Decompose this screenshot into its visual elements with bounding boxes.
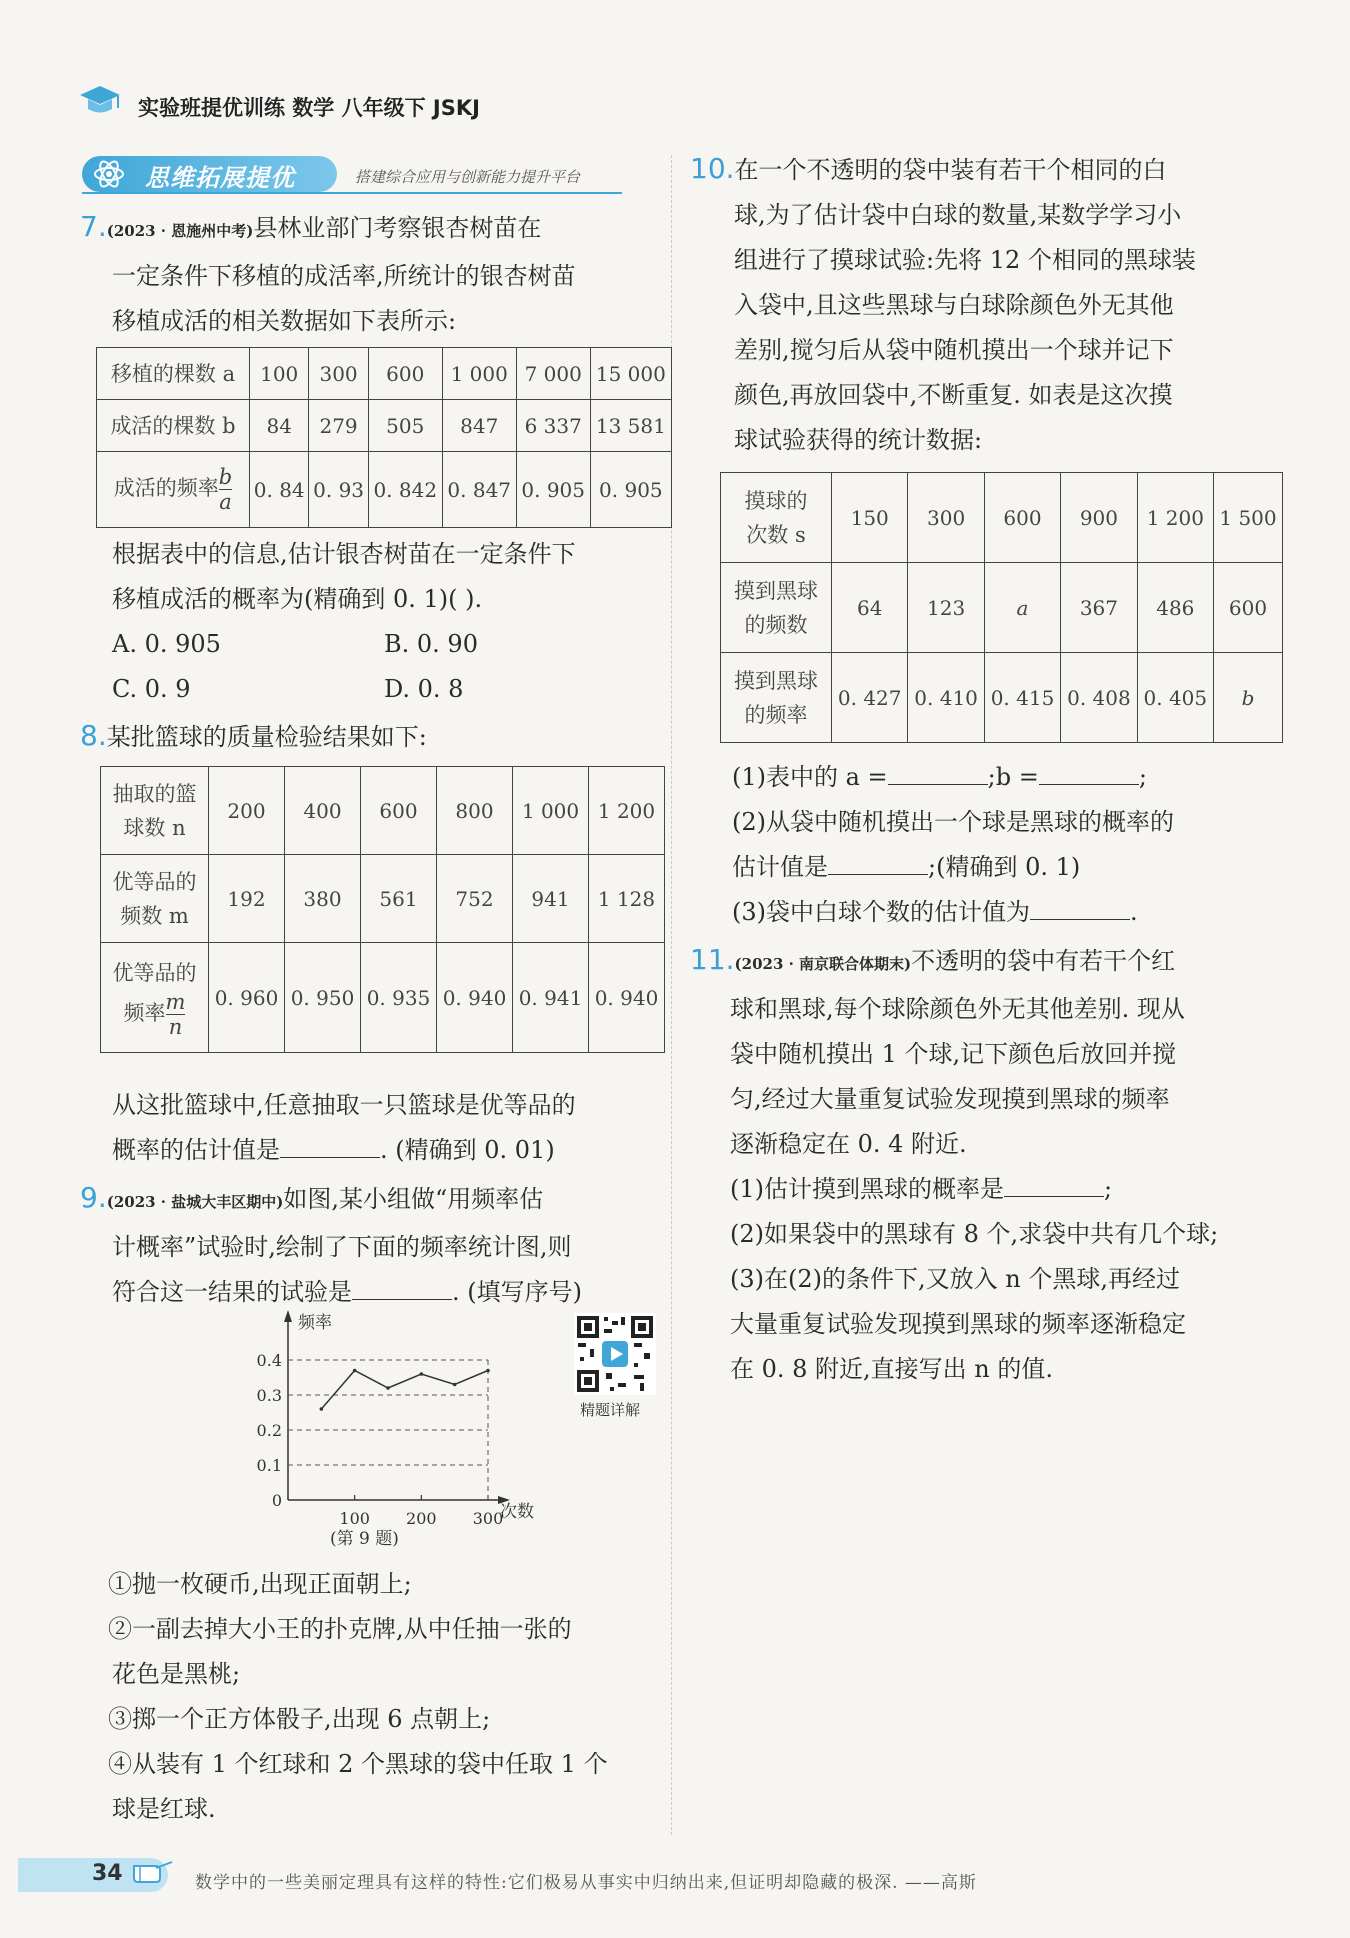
question-source: (2023 · 南京联合体期末) bbox=[734, 955, 912, 973]
text-line: 概率的估计值是 bbox=[112, 1136, 280, 1164]
stem-line: 在一个不透明的袋中装有若干个相同的白 bbox=[734, 156, 1167, 184]
data-point bbox=[420, 1372, 424, 1376]
y-tick-label: 0.3 bbox=[256, 1386, 282, 1405]
x-tick-label: 100 bbox=[339, 1509, 370, 1528]
stem-line: 不透明的袋中有若干个红 bbox=[911, 947, 1176, 975]
table-cell: 123 bbox=[908, 563, 984, 653]
question-8-continuation bbox=[112, 1083, 672, 1173]
section-subtitle: 搭建综合应用与创新能力提升平台 bbox=[355, 168, 581, 186]
row-label-line: 次数 s bbox=[746, 522, 806, 547]
text-line: 移植成活的概率为(精确到 0. 1)( ). bbox=[112, 585, 483, 613]
question-source: (2023 · 盐城大丰区期中) bbox=[106, 1193, 284, 1211]
answer-blank[interactable] bbox=[828, 873, 928, 875]
table-cell: 400 bbox=[285, 767, 361, 855]
table-cell: 100 bbox=[250, 348, 309, 400]
table-cell: 150 bbox=[832, 473, 908, 563]
row-label-line: 抽取的篮 bbox=[112, 781, 197, 806]
row-label bbox=[97, 452, 250, 528]
row-label-line: 摸到黑球 bbox=[734, 668, 818, 693]
table-cell: 13 581 bbox=[590, 400, 671, 452]
subpart-text: ; bbox=[1104, 1175, 1113, 1203]
text-line: 根据表中的信息,估计银杏树苗在一定条件下 bbox=[112, 540, 576, 568]
table-cell: 486 bbox=[1137, 563, 1213, 653]
table-cell: 505 bbox=[368, 400, 442, 452]
option-a: A. 0. 905 bbox=[112, 630, 221, 658]
x-axis-label: 次数 bbox=[500, 1502, 534, 1522]
row-label bbox=[101, 855, 209, 943]
table-cell: 1 500 bbox=[1214, 473, 1283, 563]
table-cell: 847 bbox=[442, 400, 516, 452]
banner-underline bbox=[82, 192, 622, 194]
table-cell: 200 bbox=[209, 767, 285, 855]
series-line bbox=[321, 1371, 488, 1410]
fraction-denominator: a bbox=[219, 490, 232, 514]
stem-line: 球,为了估计袋中白球的数量,某数学学习小 bbox=[734, 201, 1182, 229]
stem-line: 球试验获得的统计数据: bbox=[734, 426, 983, 454]
question-8 bbox=[80, 713, 427, 760]
table-cell: 0. 847 bbox=[442, 452, 516, 528]
table-cell: 64 bbox=[832, 563, 908, 653]
subpart-text: (2)如果袋中的黑球有 8 个,求袋中共有几个球; bbox=[730, 1220, 1219, 1248]
option-item: 花色是黑桃; bbox=[112, 1660, 241, 1688]
footer-quote: 数学中的一些美丽定理具有这样的特性:它们极易从事实中归纳出来,但证明却隐藏的极深. ——高斯 bbox=[195, 1873, 977, 1893]
table-cell: 800 bbox=[437, 767, 513, 855]
y-tick-label: 0.1 bbox=[256, 1456, 282, 1475]
option-item: ①抛一枚硬币,出现正面朝上; bbox=[108, 1570, 412, 1598]
subpart-text: (1)估计摸到黑球的概率是 bbox=[730, 1175, 1004, 1203]
subpart-text: 大量重复试验发现摸到黑球的频率逐渐稳定 bbox=[730, 1310, 1186, 1338]
table-cell: 941 bbox=[513, 855, 589, 943]
table-cell: 1 128 bbox=[589, 855, 665, 943]
fraction-numerator: b bbox=[218, 465, 233, 489]
stem-line: 县林业部门考察银杏树苗在 bbox=[253, 214, 542, 242]
frequency-line-chart bbox=[200, 1300, 540, 1530]
stem-line: 颜色,再放回袋中,不断重复. 如表是这次摸 bbox=[734, 381, 1173, 409]
qr-code-icon[interactable] bbox=[574, 1313, 656, 1395]
q7-data-table bbox=[96, 347, 672, 528]
y-tick-label: 0.2 bbox=[256, 1421, 282, 1440]
question-number: 10. bbox=[690, 152, 735, 185]
row-label bbox=[721, 473, 832, 563]
pointing-hand-icon bbox=[130, 1852, 178, 1888]
table-cell: 600 bbox=[984, 473, 1060, 563]
data-point bbox=[353, 1369, 357, 1373]
table-cell: 900 bbox=[1061, 473, 1137, 563]
row-label-line: 优等品的 bbox=[112, 961, 197, 985]
question-number: 11. bbox=[690, 943, 735, 976]
row-label bbox=[101, 767, 209, 855]
page-number: 34 bbox=[92, 1861, 123, 1886]
option-item: ③掷一个正方体骰子,出现 6 点朝上; bbox=[108, 1705, 491, 1733]
y-axis-arrow bbox=[284, 1310, 292, 1322]
stem-line: 组进行了摸球试验:先将 12 个相同的黑球装 bbox=[734, 246, 1196, 274]
fraction-denominator: n bbox=[168, 1015, 183, 1039]
stem-line: 袋中随机摸出 1 个球,记下颜色后放回并搅 bbox=[730, 1040, 1177, 1068]
qr-caption: 精题详解 bbox=[580, 1401, 641, 1419]
subpart-text: . bbox=[1130, 898, 1138, 926]
question-7 bbox=[80, 204, 670, 344]
stem-line: 差别,搅匀后从袋中随机摸出一个球并记下 bbox=[734, 336, 1174, 364]
table-cell: 7 000 bbox=[516, 348, 590, 400]
table-cell: 1 000 bbox=[442, 348, 516, 400]
subpart-text: (3)袋中白球个数的估计值为 bbox=[732, 898, 1030, 926]
stem-line: 符合这一结果的试验是 bbox=[112, 1278, 352, 1306]
table-cell: 752 bbox=[437, 855, 513, 943]
row-label bbox=[101, 943, 209, 1053]
row-label bbox=[721, 563, 832, 653]
table-cell: 0. 950 bbox=[285, 943, 361, 1053]
row-label-line: 的频率 bbox=[744, 702, 808, 727]
stem-line: 如图,某小组做“用频率估 bbox=[283, 1185, 544, 1213]
data-point bbox=[486, 1369, 490, 1373]
answer-blank-b[interactable] bbox=[1039, 783, 1139, 785]
stem-line: 逐渐稳定在 0. 4 附近. bbox=[730, 1130, 967, 1158]
question-10 bbox=[690, 146, 1290, 463]
table-cell: 279 bbox=[309, 400, 368, 452]
question-11 bbox=[690, 937, 1290, 1392]
y-tick-label: 0 bbox=[271, 1491, 282, 1510]
subpart-text: (3)在(2)的条件下,又放入 n 个黑球,再经过 bbox=[730, 1265, 1180, 1293]
subpart-text: ; bbox=[1138, 763, 1147, 791]
table-cell: 600 bbox=[1214, 563, 1283, 653]
option-d: D. 0. 8 bbox=[384, 675, 464, 703]
row-label-line: 球数 n bbox=[123, 815, 186, 840]
table-cell: 1 200 bbox=[589, 767, 665, 855]
stem-line: 一定条件下移植的成活率,所统计的银杏树苗 bbox=[112, 262, 576, 290]
table-cell: 600 bbox=[361, 767, 437, 855]
atom-icon bbox=[92, 158, 126, 190]
subpart-text: ;b = bbox=[987, 763, 1039, 791]
question-9 bbox=[80, 1175, 670, 1315]
table-cell: 0. 415 bbox=[984, 653, 1060, 743]
option-item: ④从装有 1 个红球和 2 个黑球的袋中任取 1 个 bbox=[108, 1750, 608, 1778]
table-cell: 0. 905 bbox=[516, 452, 590, 528]
row-label-line: 摸到黑球 bbox=[734, 578, 818, 603]
option-b: B. 0. 90 bbox=[384, 630, 478, 658]
row-label: 成活的棵数 b bbox=[97, 400, 250, 452]
subpart-text: (1)表中的 a = bbox=[732, 763, 888, 791]
figure-caption: (第 9 题) bbox=[330, 1529, 399, 1549]
answer-blank[interactable] bbox=[280, 1156, 380, 1158]
answer-blank[interactable] bbox=[1004, 1195, 1104, 1197]
fraction bbox=[219, 465, 232, 514]
table-cell: a bbox=[984, 563, 1060, 653]
y-axis-label: 频率 bbox=[298, 1313, 332, 1333]
data-point bbox=[453, 1383, 457, 1387]
text-line: 从这批篮球中,任意抽取一只篮球是优等品的 bbox=[112, 1091, 576, 1119]
data-point bbox=[320, 1407, 324, 1411]
table-cell: 0. 405 bbox=[1137, 653, 1213, 743]
text-line: . (精确到 0. 01) bbox=[380, 1136, 555, 1164]
question-7-continuation bbox=[112, 532, 672, 712]
stem-line: 球和黑球,每个球除颜色外无其他差别. 现从 bbox=[730, 995, 1185, 1023]
row-label-line: 优等品的 bbox=[112, 869, 197, 894]
stem-line: 某批篮球的质量检验结果如下: bbox=[106, 723, 427, 751]
table-cell: 300 bbox=[908, 473, 984, 563]
x-tick-label: 200 bbox=[406, 1509, 437, 1528]
data-point bbox=[386, 1386, 390, 1390]
section-title: 思维拓展提优 bbox=[145, 164, 295, 192]
table-cell: 561 bbox=[361, 855, 437, 943]
table-cell: 0. 941 bbox=[513, 943, 589, 1053]
table-cell: 0. 427 bbox=[832, 653, 908, 743]
row-label-text: 成活的频率 bbox=[113, 476, 219, 500]
table-cell: 0. 93 bbox=[309, 452, 368, 528]
q10-data-table bbox=[720, 472, 1283, 743]
table-cell: 0. 940 bbox=[589, 943, 665, 1053]
subpart-text: 在 0. 8 附近,直接写出 n 的值. bbox=[730, 1355, 1054, 1383]
question-10-subparts bbox=[732, 755, 1292, 935]
table-cell: 15 000 bbox=[590, 348, 671, 400]
y-tick-label: 0.4 bbox=[256, 1351, 282, 1370]
table-cell: 84 bbox=[250, 400, 309, 452]
answer-blank-a[interactable] bbox=[888, 783, 988, 785]
stem-line: 计概率”试验时,绘制了下面的频率统计图,则 bbox=[112, 1233, 572, 1261]
fraction bbox=[166, 990, 186, 1039]
question-number: 8. bbox=[80, 719, 107, 752]
book-title: 实验班提优训练 数学 八年级下 JSKJ bbox=[138, 96, 480, 120]
table-cell: 0. 410 bbox=[908, 653, 984, 743]
row-label-line: 频数 m bbox=[120, 903, 189, 928]
table-cell: 380 bbox=[285, 855, 361, 943]
table-cell: b bbox=[1214, 653, 1283, 743]
option-item: ②一副去掉大小王的扑克牌,从中任抽一张的 bbox=[108, 1615, 572, 1643]
row-label-line: 摸球的 bbox=[744, 488, 808, 513]
table-cell: 300 bbox=[309, 348, 368, 400]
stem-line: 匀,经过大量重复试验发现摸到黑球的频率 bbox=[730, 1085, 1170, 1113]
table-cell: 0. 842 bbox=[368, 452, 442, 528]
table-cell: 0. 935 bbox=[361, 943, 437, 1053]
subpart-text: (2)从袋中随机摸出一个球是黑球的概率的 bbox=[732, 808, 1174, 836]
subpart-text: ;(精确到 0. 1) bbox=[928, 853, 1081, 881]
stem-line: 移植成活的相关数据如下表所示: bbox=[112, 307, 457, 335]
option-item: 球是红球. bbox=[112, 1795, 216, 1823]
question-source: (2023 · 恩施州中考) bbox=[106, 222, 254, 240]
table-cell: 0. 84 bbox=[250, 452, 309, 528]
x-tick-label: 300 bbox=[472, 1509, 504, 1528]
table-cell: 1 200 bbox=[1137, 473, 1213, 563]
graduation-cap-icon bbox=[78, 84, 122, 118]
row-label-line: 频率 bbox=[123, 1001, 166, 1025]
row-label-line: 的频数 bbox=[744, 612, 808, 637]
question-number: 7. bbox=[80, 210, 107, 243]
row-label: 移植的棵数 a bbox=[97, 348, 250, 400]
question-9-items bbox=[108, 1562, 668, 1832]
option-c: C. 0. 9 bbox=[112, 675, 191, 703]
subpart-text: 估计值是 bbox=[732, 853, 828, 881]
table-cell: 0. 905 bbox=[590, 452, 671, 528]
table-cell: 6 337 bbox=[516, 400, 590, 452]
stem-line: . (填写序号) bbox=[452, 1278, 582, 1306]
row-label bbox=[721, 653, 832, 743]
table-cell: 0. 940 bbox=[437, 943, 513, 1053]
table-cell: 600 bbox=[368, 348, 442, 400]
answer-blank[interactable] bbox=[1030, 918, 1130, 920]
stem-line: 入袋中,且这些黑球与白球除颜色外无其他 bbox=[734, 291, 1174, 319]
q8-data-table bbox=[100, 766, 665, 1053]
table-cell: 367 bbox=[1061, 563, 1137, 653]
fraction-numerator: m bbox=[165, 990, 186, 1014]
table-cell: 1 000 bbox=[513, 767, 589, 855]
question-number: 9. bbox=[80, 1181, 107, 1214]
table-cell: 192 bbox=[209, 855, 285, 943]
table-cell: 0. 960 bbox=[209, 943, 285, 1053]
table-cell: 0. 408 bbox=[1061, 653, 1137, 743]
